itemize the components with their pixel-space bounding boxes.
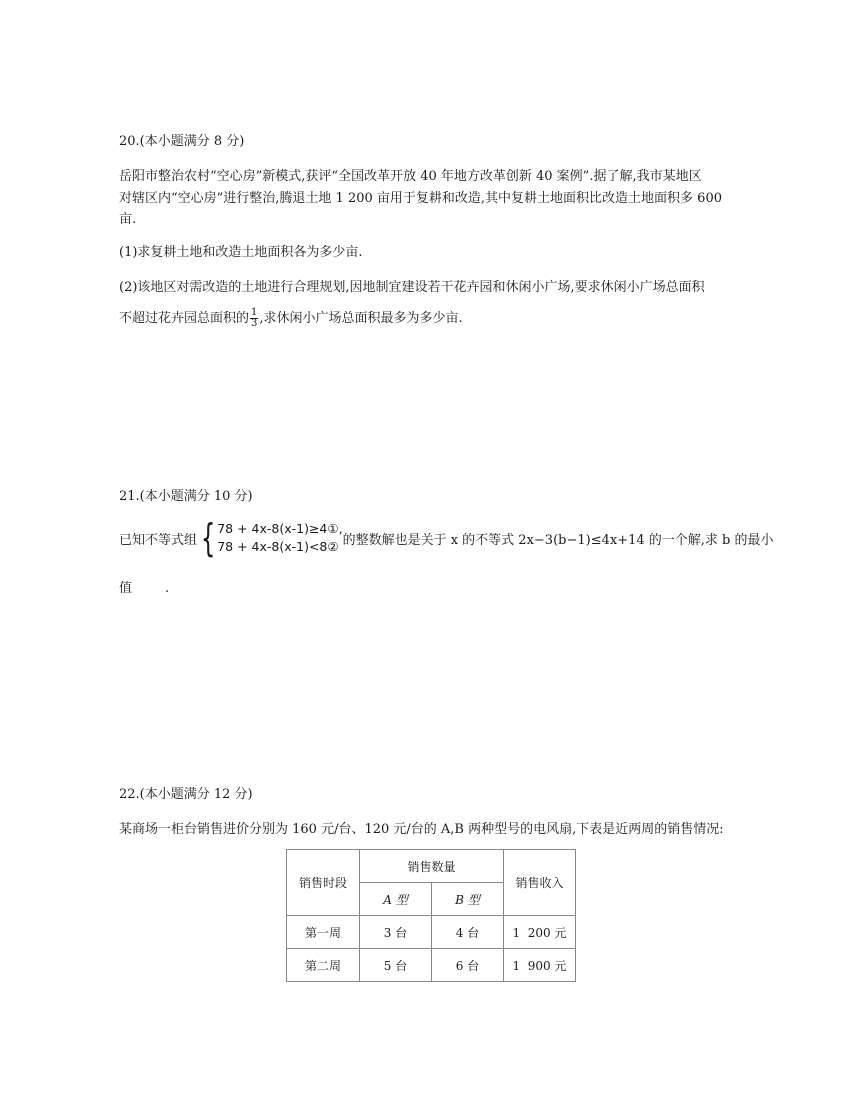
header-quantity: 销售数量 <box>360 850 504 883</box>
q21-header: 21.(本小题满分 10 分) <box>119 489 253 504</box>
q20-part2-line2 <box>119 308 463 329</box>
header-type-a: A 型 <box>360 883 432 916</box>
q21-inequality-line <box>119 518 773 558</box>
row2-a: 5 台 <box>360 949 432 982</box>
q21-line2: 值 . <box>119 581 170 596</box>
header-period: 销售时段 <box>287 850 360 916</box>
inequality-1: 78 + 4x-8(x-1)≥4①, <box>217 521 343 536</box>
fraction-one-third <box>250 308 258 329</box>
q21-pre: 已知不等式组 <box>119 532 198 548</box>
inequality-2: 78 + 4x-8(x-1)<8② <box>217 539 339 554</box>
q22-line1: 某商场一柜台销售进价分别为 160 元/台、120 元/台的 A,B 两种型号的电风扇,下表是近两周的销售情况: <box>119 822 724 837</box>
header-type-b: B 型 <box>432 883 504 916</box>
row2-period: 第二周 <box>287 949 360 982</box>
row2-b: 6 台 <box>432 949 504 982</box>
fraction-denominator: 3 <box>251 318 258 329</box>
fraction-numerator: 1 <box>251 307 258 318</box>
table-row <box>287 916 576 949</box>
q20-line1: 岳阳市整治农村“空心房”新模式,获评“全国改革开放 40 年地方改革创新 40 案例”.据了解,我市某地区 <box>119 169 702 184</box>
table-row <box>287 949 576 982</box>
q22-header: 22.(本小题满分 12 分) <box>119 787 253 802</box>
left-brace-icon: { <box>200 516 216 560</box>
inequality-system <box>217 520 342 556</box>
sales-table <box>286 849 576 982</box>
row1-a: 3 台 <box>360 916 432 949</box>
header-income: 销售收入 <box>504 850 576 916</box>
q20-part1: (1)求复耕土地和改造土地面积各为多少亩. <box>119 245 363 260</box>
q21-post: 的整数解也是关于 x 的不等式 2x−3(b−1)≤4x+14 的一个解,求 b 的最小 <box>342 532 774 548</box>
q20-header: 20.(本小题满分 8 分) <box>119 134 245 149</box>
row1-period: 第一周 <box>287 916 360 949</box>
q20-line3: 亩. <box>119 212 137 227</box>
q20-part2-post: ,求休闲小广场总面积最多为多少亩. <box>259 311 463 326</box>
row1-income: 1 200 元 <box>504 916 576 949</box>
row1-b: 4 台 <box>432 916 504 949</box>
q20-part2-pre: 不超过花卉园总面积的 <box>119 311 250 326</box>
q20-part2-line1: (2)该地区对需改造的土地进行合理规划,因地制宜建设若干花卉园和休闲小广场,要求休闲小广场总面积 <box>119 280 705 295</box>
row2-income: 1 900 元 <box>504 949 576 982</box>
q20-line2: 对辖区内“空心房”进行整治,腾退土地 1 200 亩用于复耕和改造,其中复耕土地面积比改造土地面积多 600 <box>119 191 722 206</box>
